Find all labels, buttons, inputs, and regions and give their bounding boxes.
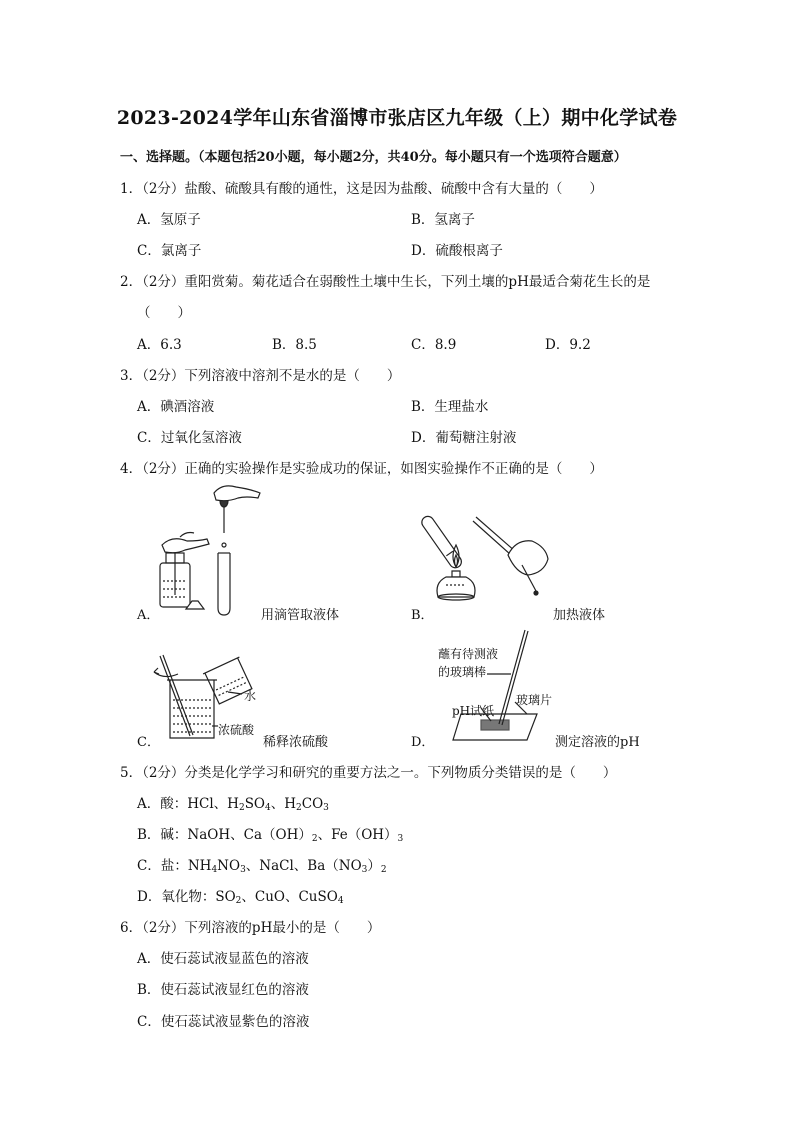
q6-option-b[interactable]: B．使石蕊试液显红色的溶液 <box>137 982 309 998</box>
question-4-stem: 4．（2分）正确的实验操作是实验成功的保证，如图实验操作不正确的是（ ） <box>120 461 603 477</box>
q5-option-b[interactable]: B．碱：NaOH、$Ca(OH)_2$、$Fe(OH)_3$ <box>137 827 404 844</box>
question-1-stem: 1．（2分）盐酸、硫酸具有酸的通性，这是因为盐酸、硫酸中含有大量的（ ） <box>120 181 603 197</box>
q4-c-acid-label: 浓硫酸 <box>218 723 255 737</box>
q4-option-a-letter[interactable]: A． <box>137 608 160 623</box>
q2-option-a[interactable]: A．6.3 <box>137 337 182 353</box>
q5-option-a-label: A．酸： <box>137 796 188 812</box>
q4-option-b-letter[interactable]: B． <box>411 608 434 623</box>
q5-option-c[interactable]: C．盐：$NH_4NO_3$、NaCl、$Ba(NO_3)_2$ <box>137 858 387 875</box>
q5-option-d-label: D．氧化物： <box>137 889 216 905</box>
q4-c-water-label: 水 <box>244 689 257 703</box>
q4-option-c-letter[interactable]: C． <box>137 735 160 750</box>
q6-option-c[interactable]: C．使石蕊试液显紫色的溶液 <box>137 1014 310 1030</box>
q2-option-d[interactable]: D．9.2 <box>545 337 591 353</box>
q1-option-b[interactable]: B．氢离子 <box>411 212 475 228</box>
question-2-stem-cont: （ ） <box>137 305 191 321</box>
q5-option-b-label: B．碱： <box>137 827 188 843</box>
q5-option-c-label: C．盐： <box>137 858 188 874</box>
q2-option-b[interactable]: B．8.5 <box>272 337 317 353</box>
q6-option-a[interactable]: A．使石蕊试液显蓝色的溶液 <box>137 951 309 967</box>
question-5-stem: 5．（2分）分类是化学学习和研究的重要方法之一。下列物质分类错误的是（ ） <box>120 765 617 781</box>
section-heading: 一、选择题。（本题包括20小题，每小题2分，共40分。每小题只有一个选项符合题意） <box>120 150 627 165</box>
q5-option-a[interactable]: A．酸：HCl、$H_2SO_4$、$H_2CO_3$ <box>137 796 329 813</box>
q4-option-d-letter[interactable]: D． <box>411 735 435 750</box>
q3-option-b[interactable]: B．生理盐水 <box>411 399 489 415</box>
page-title: 2023-2024学年山东省淄博市张店区九年级（上）期中化学试卷 <box>116 107 678 129</box>
q4-option-d-caption: 测定溶液的pH <box>555 735 640 750</box>
heating-illustration <box>428 485 553 615</box>
q5-option-d[interactable]: D．氧化物：$SO_2$、CuO、CuSO$_4$ <box>137 889 344 906</box>
q4-d-glass-label: 玻璃片 <box>516 693 553 707</box>
q3-option-d[interactable]: D．葡萄糖注射液 <box>411 430 517 446</box>
q4-option-a-caption: 用滴管取液体 <box>261 608 340 623</box>
q4-option-c-caption: 稀释浓硫酸 <box>263 735 329 750</box>
ph-test-illustration <box>425 628 560 748</box>
q3-option-c[interactable]: C．过氧化氢溶液 <box>137 430 242 446</box>
q3-option-a[interactable]: A．碘酒溶液 <box>137 399 215 415</box>
q1-option-c[interactable]: C．氯离子 <box>137 243 202 259</box>
q4-d-rod-label-2: 的玻璃棒 <box>438 665 487 679</box>
dropper-illustration <box>152 485 262 620</box>
question-6-stem: 6．（2分）下列溶液的pH最小的是（ ） <box>120 920 381 936</box>
q4-option-b-caption: 加热液体 <box>553 608 606 623</box>
q4-d-rod-label-1: 蘸有待测液 <box>438 647 499 661</box>
q4-d-paper-label: pH试纸 <box>452 704 495 718</box>
q1-option-a[interactable]: A．氢原子 <box>137 212 201 228</box>
question-2-stem: 2．（2分）重阳赏菊。菊花适合在弱酸性土壤中生长，下列土壤的pH最适合菊花生长的是 <box>120 274 651 290</box>
question-3-stem: 3．（2分）下列溶液中溶剂不是水的是（ ） <box>120 368 401 384</box>
q1-option-d[interactable]: D．硫酸根离子 <box>411 243 503 259</box>
q2-option-c[interactable]: C．8.9 <box>411 337 457 353</box>
